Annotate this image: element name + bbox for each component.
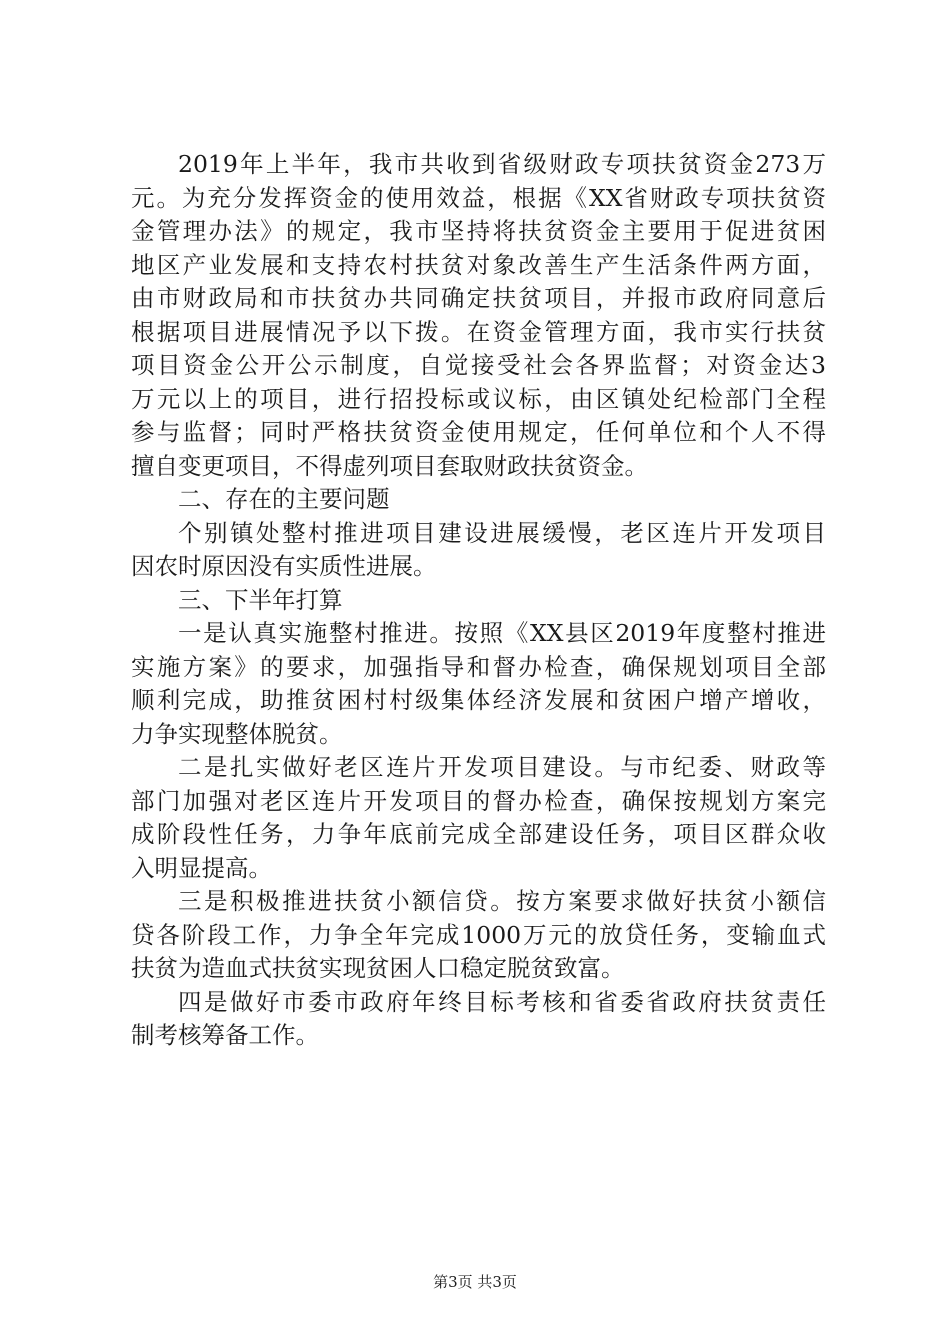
text-line: 2019年上半年，我市共收到省级财政专项扶贫资金273万 bbox=[178, 150, 826, 178]
text-line: 实施方案》的要求，加强指导和督办检查，确保规划项目全部 bbox=[131, 652, 826, 681]
text-line: 部门加强对老区连片开发项目的督办检查，确保按规划方案完 bbox=[131, 786, 826, 815]
text-line: 力争实现整体脱贫。 bbox=[131, 719, 343, 748]
document-body bbox=[131, 148, 826, 1053]
text-line: 一是认真实施整村推进。按照《XX县区2019年度整村推进 bbox=[178, 619, 826, 647]
text-line: 二是扎实做好老区连片开发项目建设。与市纪委、财政等 bbox=[178, 753, 826, 781]
text-line: 制考核筹备工作。 bbox=[131, 1021, 319, 1049]
text-line: 扶贫为造血式扶贫实现贫困人口稳定脱贫致富。 bbox=[131, 954, 625, 982]
text-line: 由市财政局和市扶贫办共同确定扶贫项目，并报市政府同意后 bbox=[131, 284, 826, 312]
text-line: 根据项目进展情况予以下拨。在资金管理方面，我市实行扶贫 bbox=[131, 317, 826, 346]
text-line: 入明显提高。 bbox=[131, 853, 272, 882]
text-line: 元。为充分发挥资金的使用效益，根据《XX省财政专项扶贫资 bbox=[131, 183, 826, 212]
text-line: 项目资金公开公示制度，自觉接受社会各界监督；对资金达3 bbox=[131, 351, 826, 379]
page-footer bbox=[0, 1272, 950, 1292]
page-number-label: 第3页 共3页 bbox=[433, 1273, 517, 1291]
text-line: 擅自变更项目，不得虚列项目套取财政扶贫资金。 bbox=[131, 451, 648, 480]
text-line: 三、下半年打算 bbox=[178, 585, 343, 614]
text-line: 参与监督；同时严格扶贫资金使用规定，任何单位和个人不得 bbox=[131, 418, 826, 446]
text-line: 地区产业发展和支持农村扶贫对象改善生产生活条件两方面， bbox=[131, 250, 826, 279]
text-line: 万元以上的项目，进行招投标或议标，由区镇处纪检部门全程 bbox=[131, 384, 826, 413]
text-line: 成阶段性任务，力争年底前完成全部建设任务，项目区群众收 bbox=[131, 820, 826, 848]
text-line: 个别镇处整村推进项目建设进展缓慢，老区连片开发项目 bbox=[178, 518, 826, 547]
text-line: 四是做好市委市政府年终目标考核和省委省政府扶贫责任 bbox=[178, 987, 826, 1016]
text-line: 三是积极推进扶贫小额信贷。按方案要求做好扶贫小额信 bbox=[178, 887, 826, 915]
text-line: 因农时原因没有实质性进展。 bbox=[131, 552, 437, 580]
text-line: 二、存在的主要问题 bbox=[178, 485, 390, 513]
text-line: 金管理办法》的规定，我市坚持将扶贫资金主要用于促进贫困 bbox=[131, 217, 826, 245]
text-line: 顺利完成，助推贫困村村级集体经济发展和贫困户增产增收， bbox=[131, 686, 826, 714]
text-line: 贷各阶段工作，力争全年完成1000万元的放贷任务，变输血式 bbox=[131, 920, 826, 949]
